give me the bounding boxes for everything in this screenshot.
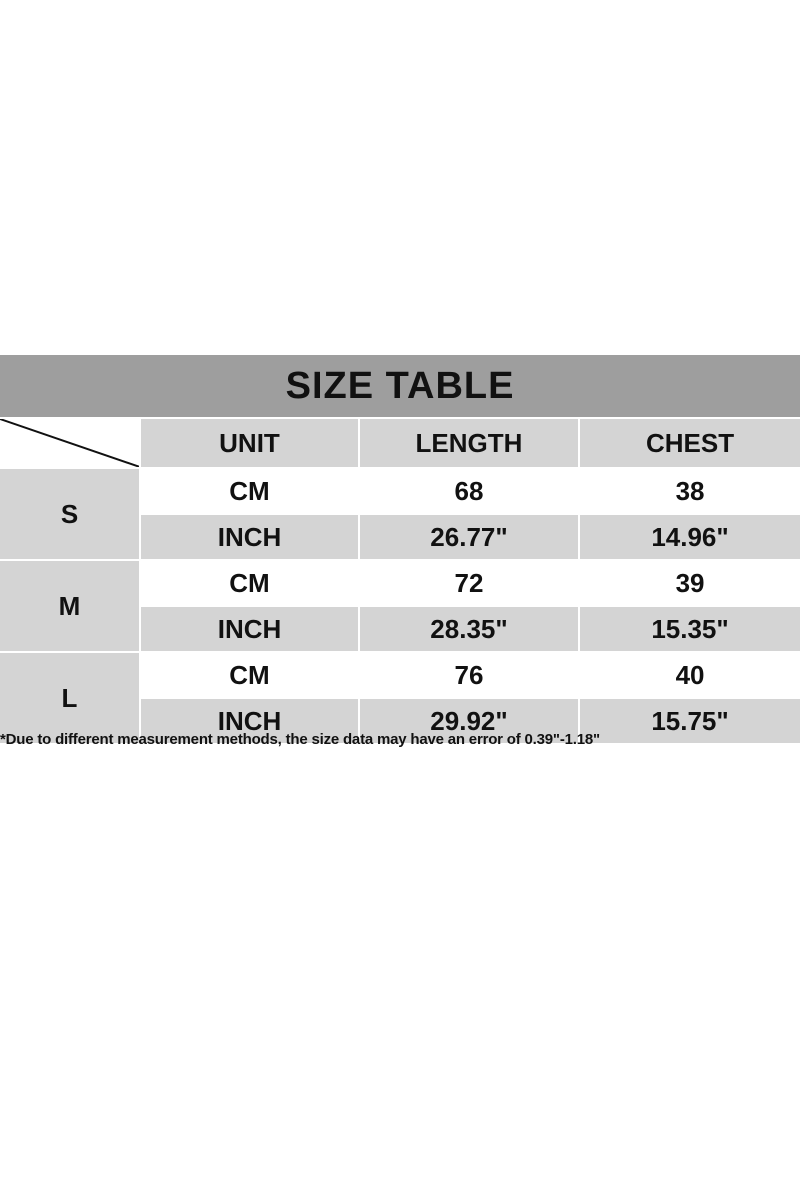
table-row	[0, 560, 800, 606]
length-cell: 28.35"	[359, 606, 579, 652]
chest-cell: 15.35"	[579, 606, 800, 652]
page-title: SIZE TABLE	[0, 355, 800, 418]
size-label-l: L	[0, 652, 140, 744]
size-table-container	[0, 355, 800, 745]
column-header-unit: UNIT	[140, 418, 359, 468]
table-row	[0, 468, 800, 514]
chest-cell: 38	[579, 468, 800, 514]
table-row	[0, 652, 800, 698]
length-cell: 72	[359, 560, 579, 606]
chest-cell: 15.75"	[579, 698, 800, 744]
unit-cell: INCH	[140, 606, 359, 652]
length-cell: 29.92"	[359, 698, 579, 744]
length-cell: 76	[359, 652, 579, 698]
length-cell: 26.77"	[359, 514, 579, 560]
chest-cell: 40	[579, 652, 800, 698]
length-cell: 68	[359, 468, 579, 514]
table-header-row	[0, 418, 800, 468]
unit-cell: CM	[140, 652, 359, 698]
size-label-s: S	[0, 468, 140, 560]
size-table	[0, 355, 800, 745]
unit-cell: INCH	[140, 698, 359, 744]
unit-cell: CM	[140, 468, 359, 514]
size-label-m: M	[0, 560, 140, 652]
chest-cell: 39	[579, 560, 800, 606]
diagonal-divider-icon	[0, 419, 139, 467]
column-header-length: LENGTH	[359, 418, 579, 468]
measurement-disclaimer: *Due to different measurement methods, the size data may have an error of 0.39"-1.18"	[0, 731, 600, 748]
column-header-chest: CHEST	[579, 418, 800, 468]
table-title-row	[0, 355, 800, 418]
unit-cell: INCH	[140, 514, 359, 560]
chest-cell: 14.96"	[579, 514, 800, 560]
unit-cell: CM	[140, 560, 359, 606]
corner-cell	[0, 418, 140, 468]
